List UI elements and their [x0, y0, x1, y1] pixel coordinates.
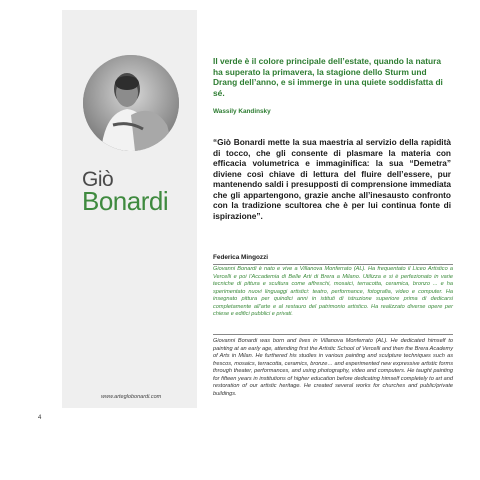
mingozzi-quote-author: Federica Mingozzi [213, 254, 269, 261]
biography-english [213, 338, 453, 398]
mingozzi-quote: “Giò Bonardi mette la sua maestria al servizio della rapidità di tocco, che gli consente di plasmare la materia con efficacia volumetrica e immaginifica: la sua “Demetra” diviene così chiave di lettura del fluire dell’essere, pur mantenendo saldi i presupposti di comprensione immediata che gli appartengono, grazie anche all’inesausto confronto con la tradizione scultorea che è per lui continua fonte di ispirazione”. [213, 137, 451, 221]
biography-english-text: Giovanni Bonardi was born and lives in Villanova Monferrato (AL). He dedicated himself to painting at an early age, attending first the Artistic School of Vercelli and then the Brera Academy of Arts in Milan. He furthered his studies in various painting and sculpture techniques such as frescos, mosaics, terracotta, ceramics, bronze… and experimented new expressive artistic forms through theater, performances, and using photography, video and computers. He taught painting for fifteen years in institutions of higher education before dedicating himself completely to art and restoration of our artistic heritage. He created several works for churches and public/private buildings. [213, 338, 453, 397]
artist-first-name: Giò [82, 168, 114, 191]
artist-portrait-photo [83, 55, 179, 151]
biography-italian [213, 266, 453, 319]
website-link[interactable]: www.arteglobonardi.com [101, 394, 162, 400]
biography-italian-text: Giovanni Bonardi è nato e vive a Villanova Monferrato (AL). Ha frequentato il Liceo Artistico a Vercelli e poi l’Accademia di Belle Arti di Brera a Milano. Utilizza e si è perfezionato in varie tecniche di pittura e scultura come affreschi, mosaici, terracotta, ceramica, bronzo ... e ha sperimentato nuovi linguaggi artistici: teatro, performance, fotografia, video e computer. Ha insegnato pittura per quindici anni in istituti di istruzione superiore prima di dedicarsi completamente all’arte e al restauro del patrimonio artistico. Ha realizzato diverse opere per chiese e edifici pubblici e privati. [213, 266, 453, 317]
divider-middle [213, 334, 453, 335]
artist-last-name: Bonardi [82, 186, 169, 216]
kandinsky-quote: Il verde è il colore principale dell’estate, quando la natura ha superato la primavera, la stagione dello Sturm und Drang dell’anno, e si immerge in una quiete soddisfatta di sé. [213, 56, 443, 98]
page-number: 4 [38, 415, 42, 421]
divider-top [213, 264, 453, 265]
kandinsky-quote-author: Wassily Kandinsky [213, 108, 271, 115]
